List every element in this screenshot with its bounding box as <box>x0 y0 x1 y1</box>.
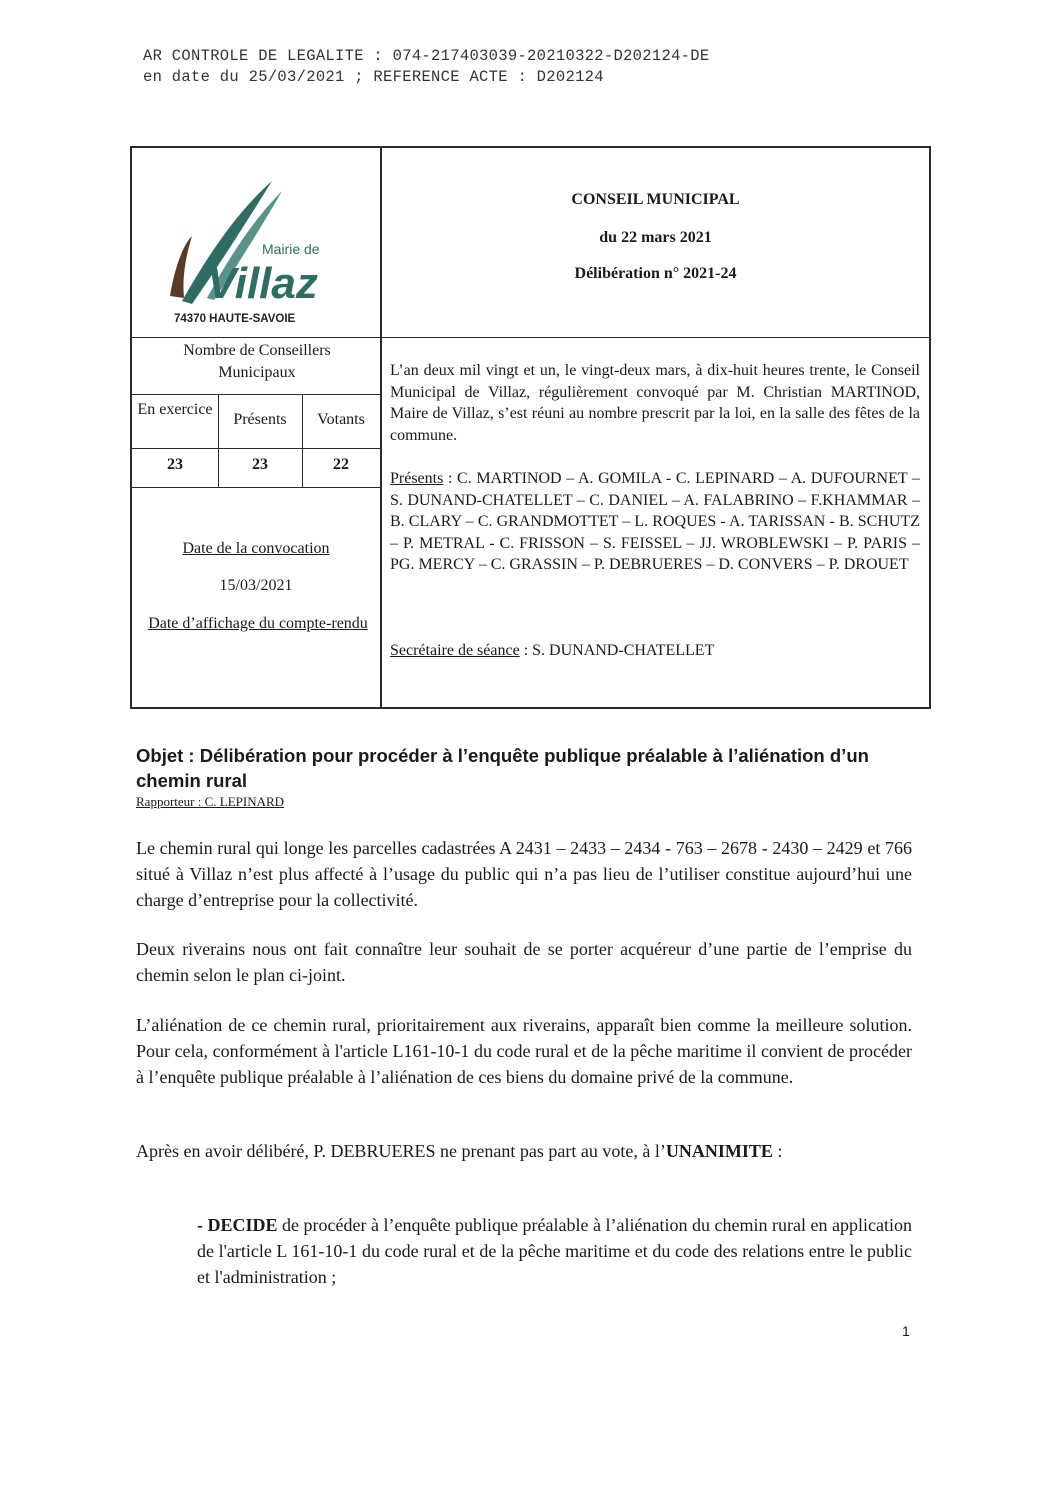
val-en-exercice: 23 <box>167 456 183 473</box>
paragraph-4 <box>136 1138 912 1164</box>
council-title: CONSEIL MUNICIPAL <box>571 191 740 208</box>
stamp-line-1: AR CONTROLE DE LEGALITE : 074-217403039-20210322-D202124-DE <box>143 47 710 65</box>
villaz-logo-mark <box>152 176 362 326</box>
p4-unanimite: UNANIMITE <box>665 1141 773 1161</box>
paragraph-2: Deux riverains nous ont fait connaître leur souhait de se porter acquéreur d’une partie de l’emprise du chemin selon le plan ci-joint. <box>136 939 912 985</box>
secretaire-block <box>390 640 920 662</box>
rapporteur: Rapporteur : C. LEPINARD <box>136 794 285 809</box>
decide-text: de procéder à l’enquête publique préalable à l’aliénation du chemin rural en application de l'article L 161-10-1 du code rural et de la pêche maritime et du code des relations entre le public et l'administration ; <box>197 1215 912 1287</box>
counts-table <box>132 337 380 707</box>
col-en-exercice: En exercice <box>137 401 213 418</box>
paragraph-3: L’aliénation de ce chemin rural, prioritairement aux riverains, apparaît bien comme la meilleure solution. Pour cela, conformément à l'article L161-10-1 du code rural et de la pêche maritime il convient de procéder à l’enquête publique préalable à l’aliénation de ces biens du domaine privé de la commune. <box>136 1015 912 1087</box>
table-divider <box>132 487 380 488</box>
convocation-date: 15/03/2021 <box>219 577 293 594</box>
logo-location: 74370 HAUTE-SAVOIE <box>174 313 296 325</box>
table-divider <box>132 394 380 395</box>
val-presents: 23 <box>252 456 268 473</box>
presents-list: : C. MARTINOD – A. GOMILA - C. LEPINARD – A. DUFOURNET – S. DUNAND-CHATELLET – C. DANIEL – A. FALABRINO – F.KHAMMAR – B. CLARY – C. GRANDMOTTET – L. ROQUES - A. TARISSAN - B. SCHUTZ – P. METRAL - C. FRISSON – S. FEISSEL – JJ. WROBLEWSKI – P. PARIS – PG. MERCY – C. GRASSIN – P. DEBRUERES – D. CONVERS – P. DROUET <box>390 470 920 573</box>
legality-stamp <box>143 46 710 88</box>
presents-label: Présents <box>390 470 444 487</box>
secretaire-label: Secrétaire de séance <box>390 642 520 659</box>
header-box <box>130 146 931 709</box>
session-intro: L’an deux mil vingt et un, le vingt-deux mars, à dix-huit heures trente, le Conseil Municipal de Villaz, régulièrement convoqué par M. Christian MARTINOD, Maire de Villaz, s’est réuni au nombre prescrit par la loi, en la salle des fêtes de la commune. <box>390 362 920 444</box>
affichage-label: Date d’affichage du compte-rendu <box>148 615 368 632</box>
p4-end: : <box>772 1141 783 1161</box>
val-votants: 22 <box>333 456 349 473</box>
council-date: du 22 mars 2021 <box>599 229 712 246</box>
decide-paragraph <box>197 1212 912 1290</box>
secretaire-value: : S. DUNAND-CHATELLET <box>519 642 715 659</box>
convocation-label: Date de la convocation <box>182 540 330 557</box>
col-presents: Présents <box>233 411 287 428</box>
p4-start: Après en avoir délibéré, P. DEBRUERES ne prenant pas part au vote, à l’ <box>136 1141 666 1161</box>
paragraph-1: Le chemin rural qui longe les parcelles cadastrées A 2431 – 2433 – 2434 - 763 – 2678 - 2430 – 2429 et 766 situé à Villaz n’est plus affecté à l’usage du public qui n’a pas lieu de l’utiliser constitue aujourd’hui une charge d’entreprise pour la collectivité. <box>136 838 912 910</box>
logo-villaz: Villaz <box>207 259 318 308</box>
stamp-line-2: en date du 25/03/2021 ; REFERENCE ACTE : D202124 <box>143 68 604 86</box>
page-number: 1 <box>902 1323 910 1339</box>
table-divider <box>132 448 380 449</box>
logo-mairie-de: Mairie de <box>262 241 320 257</box>
deliberation-number: Délibération n° 2021-24 <box>574 265 737 282</box>
counts-header: Nombre de Conseillers Municipaux <box>183 342 331 381</box>
villaz-logo <box>152 176 362 326</box>
decide-label: - DECIDE <box>197 1215 278 1235</box>
col-votants: Votants <box>317 411 365 428</box>
objet-title: Objet : Délibération pour procéder à l’enquête publique préalable à l’aliénation d’un chemin rural <box>136 745 869 791</box>
presents-block <box>390 468 920 576</box>
